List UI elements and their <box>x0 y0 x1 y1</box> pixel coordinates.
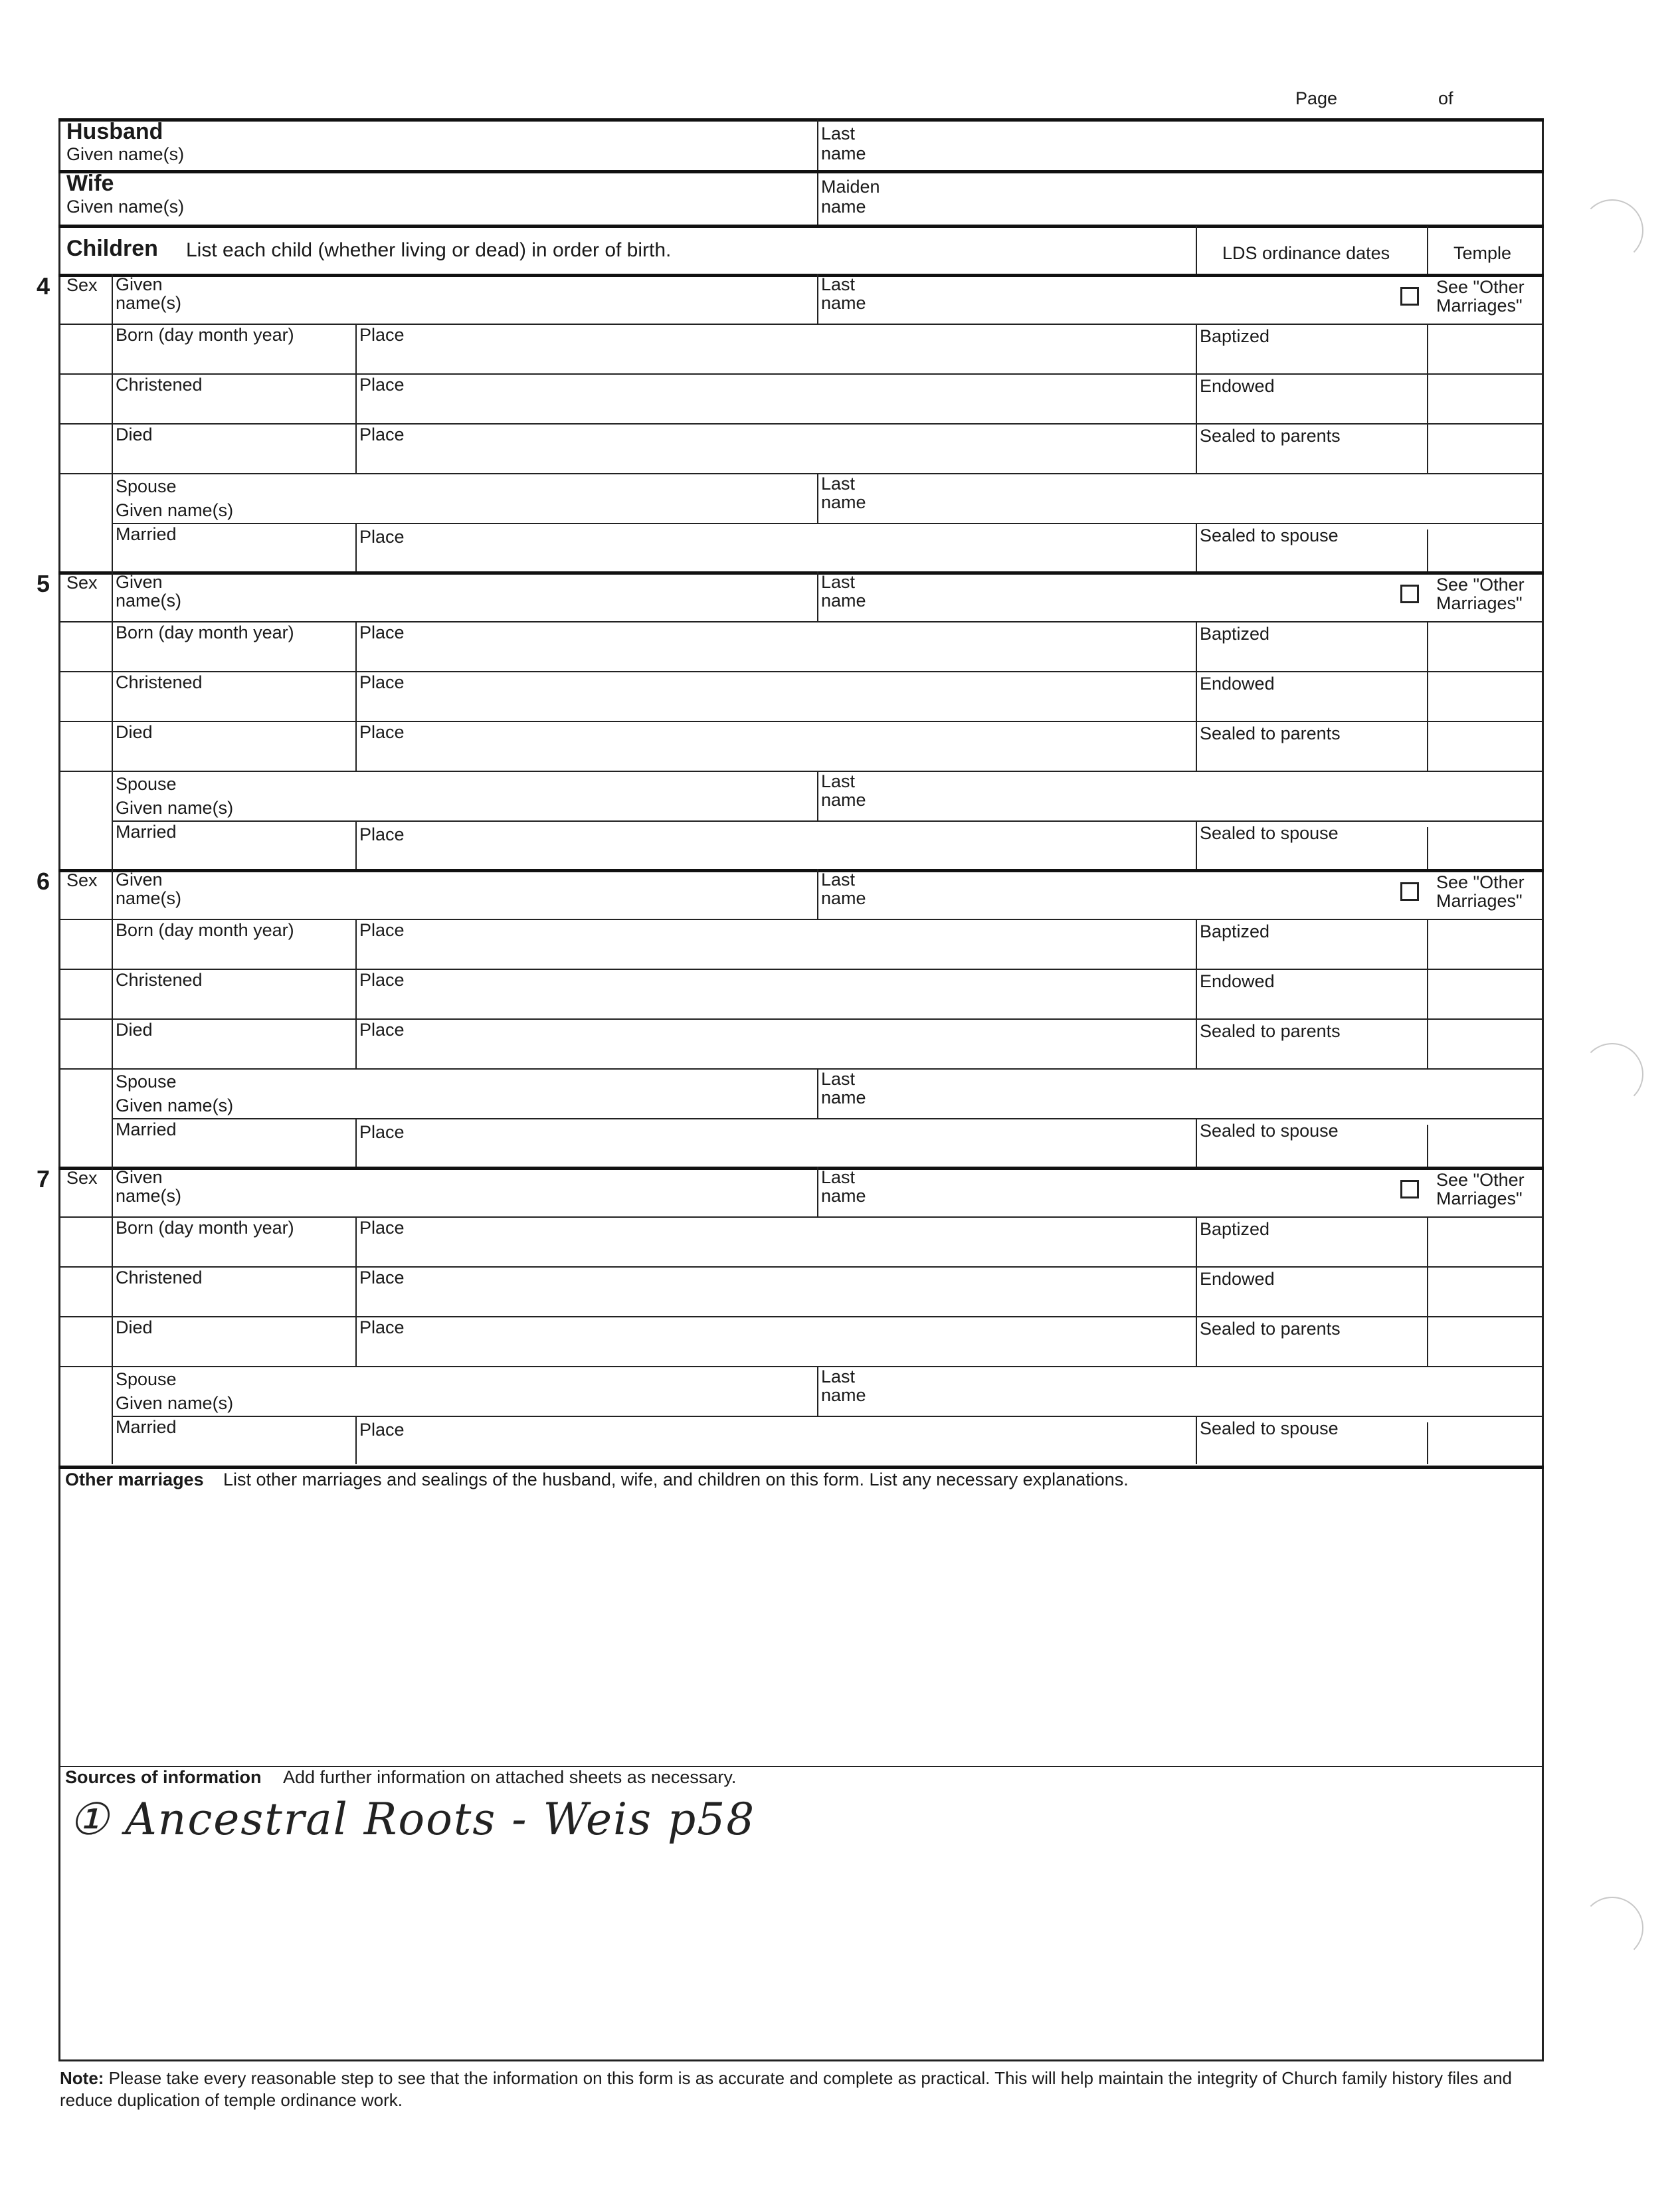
child-4-sealed_parents-label: Sealed to parents <box>1200 426 1341 446</box>
child-7-last-field[interactable] <box>818 1168 1390 1215</box>
child-6-born-place-field[interactable] <box>357 920 1194 967</box>
child-6-spouse-given-field[interactable] <box>113 1070 816 1117</box>
sources-title: Sources of information <box>65 1767 262 1787</box>
child-7-born-date-field[interactable] <box>113 1218 354 1265</box>
child-4-died-date-field[interactable] <box>113 425 354 472</box>
child-4-sealed_parents-temple-field[interactable] <box>1428 425 1542 472</box>
child-4-married-date-field[interactable] <box>113 524 354 570</box>
child-7-sealed_parents-date-field[interactable] <box>1197 1317 1426 1365</box>
binder-hole-middle <box>1581 1043 1643 1105</box>
child-6-endowed-label: Endowed <box>1200 971 1275 991</box>
child-6-other-marriages-checkbox[interactable] <box>1400 882 1419 901</box>
sources-instruction: Add further information on attached sheets as necessary. <box>283 1767 737 1787</box>
temple-divider-header <box>1427 226 1428 274</box>
child-7-christened-place-label: Place <box>359 1268 405 1288</box>
other-marriages-field[interactable] <box>61 1493 1541 1759</box>
husband-given-label: Given name(s) <box>66 144 185 164</box>
child-6-married-place-label: Place <box>359 1122 405 1142</box>
husband-last-field[interactable] <box>818 120 1542 170</box>
child-6-given-field[interactable] <box>113 870 816 917</box>
child-4-sealed-spouse-temple-field[interactable] <box>1428 524 1542 570</box>
child-5-sealed-spouse-date-field[interactable] <box>1197 822 1426 868</box>
child-7-baptized-temple-field[interactable] <box>1428 1218 1542 1265</box>
child-5-baptized-label: Baptized <box>1200 624 1270 644</box>
child-4-baptized-date-field[interactable] <box>1197 325 1426 372</box>
child-7-number: 7 <box>37 1165 50 1193</box>
child-6-number: 6 <box>37 868 50 895</box>
other-marriages-title: Other marriages <box>65 1470 204 1489</box>
child-4-other-marriages-checkbox[interactable] <box>1400 287 1419 306</box>
child-4-last-field[interactable] <box>818 275 1390 322</box>
child-5-endowed-label: Endowed <box>1200 674 1275 694</box>
child-7-sealed-spouse-label: Sealed to spouse <box>1200 1418 1339 1438</box>
child-4-endowed-label: Endowed <box>1200 376 1275 396</box>
child-5-died-date-field[interactable] <box>113 722 354 769</box>
husband-given-field[interactable] <box>60 120 816 170</box>
child-4-married-label: Married <box>116 524 177 544</box>
child-5-baptized-date-field[interactable] <box>1197 622 1426 670</box>
child-6-christened-label: Christened <box>116 970 203 990</box>
child-5-sealed-spouse-temple-field[interactable] <box>1428 822 1542 868</box>
binder-hole-bottom <box>1581 1897 1643 1959</box>
child-6-sealed_parents-temple-field[interactable] <box>1428 1020 1542 1067</box>
note-label: Note: <box>60 2068 104 2088</box>
child-6-born-place-label: Place <box>359 920 405 940</box>
child-5-endowed-temple-field[interactable] <box>1428 672 1542 719</box>
child-6-born-date-field[interactable] <box>113 920 354 967</box>
children-title: Children <box>66 236 158 261</box>
child-4-given-label: Given name(s) <box>116 274 182 313</box>
child-6-baptized-temple-field[interactable] <box>1428 920 1542 967</box>
child-5-baptized-temple-field[interactable] <box>1428 622 1542 670</box>
other-marriages-rule <box>58 1466 1544 1469</box>
child-7-married-date-field[interactable] <box>113 1417 354 1463</box>
child-7-given-field[interactable] <box>113 1168 816 1215</box>
child-7-other-marriages-label: See "Other Marriages" <box>1436 1170 1525 1208</box>
child-4-number: 4 <box>37 272 50 300</box>
child-6-baptized-date-field[interactable] <box>1197 920 1426 967</box>
child-4-endowed-temple-field[interactable] <box>1428 375 1542 422</box>
child-5-sealed_parents-label: Sealed to parents <box>1200 723 1341 743</box>
child-5-christened-label: Christened <box>116 672 203 692</box>
wife-given-label: Given name(s) <box>66 197 185 217</box>
sources-field[interactable] <box>61 1791 1541 2059</box>
child-6-christened-date-field[interactable] <box>113 970 354 1017</box>
child-7-born-place-label: Place <box>359 1218 405 1238</box>
child-5-spouse-last-label: Last name <box>821 771 866 810</box>
child-5-sealed_parents-date-field[interactable] <box>1197 722 1426 769</box>
lds-divider-header <box>1196 226 1197 274</box>
child-4-spouse-label: Spouse Given name(s) <box>116 476 234 520</box>
wife-title: Wife <box>66 171 114 196</box>
wife-maiden-label: Maiden name <box>821 177 880 217</box>
child-4-last-label: Last name <box>821 274 866 313</box>
note-text: Please take every reasonable step to see that the information on this form is as accurate and complete as practical. This will help maintain the integrity of Church family history files and reduce duplication of temple ordinance work. <box>60 2068 1513 2110</box>
husband-last-label: Last name <box>821 124 866 163</box>
child-5-christened-place-label: Place <box>359 672 405 692</box>
child-6-died-date-field[interactable] <box>113 1020 354 1067</box>
child-7-sex-label: Sex <box>66 1168 98 1188</box>
child-6-married-label: Married <box>116 1119 177 1139</box>
child-6-baptized-label: Baptized <box>1200 921 1270 941</box>
sources-handwritten-entry: ① Ancestral Roots - Weis p58 <box>69 1794 756 1845</box>
children-top-rule <box>58 225 1544 228</box>
child-4-christened-date-field[interactable] <box>113 375 354 422</box>
child-6-last-label: Last name <box>821 870 866 908</box>
child-7-sealed-spouse-temple-field[interactable] <box>1428 1417 1542 1463</box>
child-5-married-place-label: Place <box>359 824 405 844</box>
child-4-sex-field[interactable] <box>60 324 110 570</box>
child-6-given-label: Given name(s) <box>116 870 182 908</box>
child-7-born-place-field[interactable] <box>357 1218 1194 1265</box>
child-4-born-place-label: Place <box>359 325 405 345</box>
child-6-died-place-field[interactable] <box>357 1020 1194 1067</box>
child-7-baptized-label: Baptized <box>1200 1219 1270 1239</box>
child-4-baptized-label: Baptized <box>1200 326 1270 346</box>
child-5-other-marriages-checkbox[interactable] <box>1400 585 1419 603</box>
child-4-baptized-temple-field[interactable] <box>1428 325 1542 372</box>
child-4-spouse-last-label: Last name <box>821 474 866 512</box>
child-5-spouse-label: Spouse Given name(s) <box>116 774 234 818</box>
child-6-last-field[interactable] <box>818 870 1390 917</box>
child-7-died-date-field[interactable] <box>113 1317 354 1365</box>
child-7-spouse-label: Spouse Given name(s) <box>116 1369 234 1413</box>
child-7-other-marriages-checkbox[interactable] <box>1400 1180 1419 1198</box>
child-6-sealed-spouse-date-field[interactable] <box>1197 1119 1426 1165</box>
child-5-died-label: Died <box>116 722 153 742</box>
child-4-died-place-field[interactable] <box>357 425 1194 472</box>
sources-rule <box>58 1766 1544 1767</box>
child-6-spouse-label: Spouse Given name(s) <box>116 1072 234 1115</box>
child-5-given-field[interactable] <box>113 573 816 620</box>
child-7-given-label: Given name(s) <box>116 1167 182 1206</box>
child-5-spouse-given-field[interactable] <box>113 772 816 819</box>
child-5-born-place-label: Place <box>359 622 405 642</box>
child-7-endowed-date-field[interactable] <box>1197 1268 1426 1315</box>
children-instruction: List each child (whether living or dead) in order of birth. <box>186 239 672 261</box>
child-6-sealed-spouse-label: Sealed to spouse <box>1200 1121 1339 1141</box>
child-7-spouse-last-field[interactable] <box>818 1367 1542 1414</box>
child-5-christened-date-field[interactable] <box>113 672 354 719</box>
child-6-married-date-field[interactable] <box>113 1119 354 1165</box>
child-6-born-label: Born (day month year) <box>116 920 294 940</box>
child-6-sex-label: Sex <box>66 870 98 890</box>
child-4-christened-label: Christened <box>116 375 203 395</box>
child-4-born-place-field[interactable] <box>357 325 1194 372</box>
child-5-born-date-field[interactable] <box>113 622 354 670</box>
child-5-last-label: Last name <box>821 572 866 611</box>
child-5-sex-field[interactable] <box>60 621 110 868</box>
child-4-christened-place-label: Place <box>359 375 405 395</box>
child-6-married-place-field[interactable] <box>357 1119 1194 1165</box>
child-5-endowed-date-field[interactable] <box>1197 672 1426 719</box>
child-5-number: 5 <box>37 570 50 597</box>
child-4-died-label: Died <box>116 425 153 444</box>
other-marriages-instruction: List other marriages and sealings of the husband, wife, and children on this form. List any necessary explanations. <box>223 1470 1129 1489</box>
child-4-sealed_parents-date-field[interactable] <box>1197 425 1426 472</box>
wife-given-field[interactable] <box>60 173 816 223</box>
child-5-married-place-field[interactable] <box>357 822 1194 868</box>
child-6-spouse-last-field[interactable] <box>818 1070 1542 1117</box>
of-label: of <box>1438 88 1453 108</box>
child-4-spouse-given-field[interactable] <box>113 474 816 522</box>
lds-ordinance-label: LDS ordinance dates <box>1222 243 1390 263</box>
child-7-sealed_parents-label: Sealed to parents <box>1200 1319 1341 1339</box>
child-7-sealed_parents-temple-field[interactable] <box>1428 1317 1542 1365</box>
child-6-died-label: Died <box>116 1020 153 1040</box>
child-5-other-marriages-label: See "Other Marriages" <box>1436 575 1525 613</box>
child-6-sealed_parents-date-field[interactable] <box>1197 1020 1426 1067</box>
child-7-last-label: Last name <box>821 1167 866 1206</box>
child-5-spouse-last-field[interactable] <box>818 772 1542 819</box>
child-7-baptized-date-field[interactable] <box>1197 1218 1426 1265</box>
child-7-born-label: Born (day month year) <box>116 1218 294 1238</box>
child-4-other-marriages-label: See "Other Marriages" <box>1436 277 1525 316</box>
child-4-endowed-date-field[interactable] <box>1197 375 1426 422</box>
child-5-sealed-spouse-label: Sealed to spouse <box>1200 823 1339 843</box>
child-4-married-place-label: Place <box>359 527 405 547</box>
child-6-sex-field[interactable] <box>60 919 110 1165</box>
child-5-died-place-label: Place <box>359 722 405 742</box>
child-6-endowed-temple-field[interactable] <box>1428 970 1542 1017</box>
child-5-sex-label: Sex <box>66 573 98 593</box>
child-4-sealed-spouse-label: Sealed to spouse <box>1200 525 1339 545</box>
binder-hole-top <box>1581 199 1643 262</box>
child-6-christened-place-field[interactable] <box>357 970 1194 1017</box>
child-4-married-place-field[interactable] <box>357 524 1194 570</box>
child-4-sex-label: Sex <box>66 275 98 295</box>
child-4-given-field[interactable] <box>113 275 816 322</box>
child-5-born-place-field[interactable] <box>357 622 1194 670</box>
child-5-sealed_parents-temple-field[interactable] <box>1428 722 1542 769</box>
husband-title: Husband <box>66 119 163 144</box>
page-label: Page <box>1295 88 1338 108</box>
child-6-christened-place-label: Place <box>359 970 405 990</box>
child-6-spouse-last-label: Last name <box>821 1069 866 1107</box>
child-7-married-label: Married <box>116 1417 177 1437</box>
child-7-sex-field[interactable] <box>60 1216 110 1463</box>
child-5-last-field[interactable] <box>818 573 1390 620</box>
child-4-born-date-field[interactable] <box>113 325 354 372</box>
child-7-sealed-spouse-date-field[interactable] <box>1197 1417 1426 1463</box>
child-7-died-label: Died <box>116 1317 153 1337</box>
footer-note <box>60 2067 1541 2111</box>
child-7-married-place-field[interactable] <box>357 1417 1194 1463</box>
child-5-married-date-field[interactable] <box>113 822 354 868</box>
child-7-married-place-label: Place <box>359 1420 405 1440</box>
child-7-christened-date-field[interactable] <box>113 1268 354 1315</box>
child-4-sealed-spouse-date-field[interactable] <box>1197 524 1426 570</box>
child-6-endowed-date-field[interactable] <box>1197 970 1426 1017</box>
child-4-born-label: Born (day month year) <box>116 325 294 345</box>
child-6-died-place-label: Place <box>359 1020 405 1040</box>
child-5-married-label: Married <box>116 822 177 842</box>
child-7-christened-label: Christened <box>116 1268 203 1288</box>
child-5-born-label: Born (day month year) <box>116 622 294 642</box>
child-4-spouse-last-field[interactable] <box>818 474 1542 522</box>
child-7-spouse-last-label: Last name <box>821 1367 866 1405</box>
wife-maiden-field[interactable] <box>818 173 1542 223</box>
child-7-endowed-label: Endowed <box>1200 1269 1275 1289</box>
child-7-spouse-given-field[interactable] <box>113 1367 816 1414</box>
child-5-christened-place-field[interactable] <box>357 672 1194 719</box>
child-4-christened-place-field[interactable] <box>357 375 1194 422</box>
child-4-died-place-label: Place <box>359 425 405 444</box>
child-7-endowed-temple-field[interactable] <box>1428 1268 1542 1315</box>
child-6-other-marriages-label: See "Other Marriages" <box>1436 872 1525 911</box>
child-5-given-label: Given name(s) <box>116 572 182 611</box>
child-7-died-place-field[interactable] <box>357 1317 1194 1365</box>
child-6-sealed-spouse-temple-field[interactable] <box>1428 1119 1542 1165</box>
child-6-sealed_parents-label: Sealed to parents <box>1200 1021 1341 1041</box>
child-5-died-place-field[interactable] <box>357 722 1194 769</box>
temple-label: Temple <box>1453 243 1512 263</box>
child-7-christened-place-field[interactable] <box>357 1268 1194 1315</box>
child-7-died-place-label: Place <box>359 1317 405 1337</box>
